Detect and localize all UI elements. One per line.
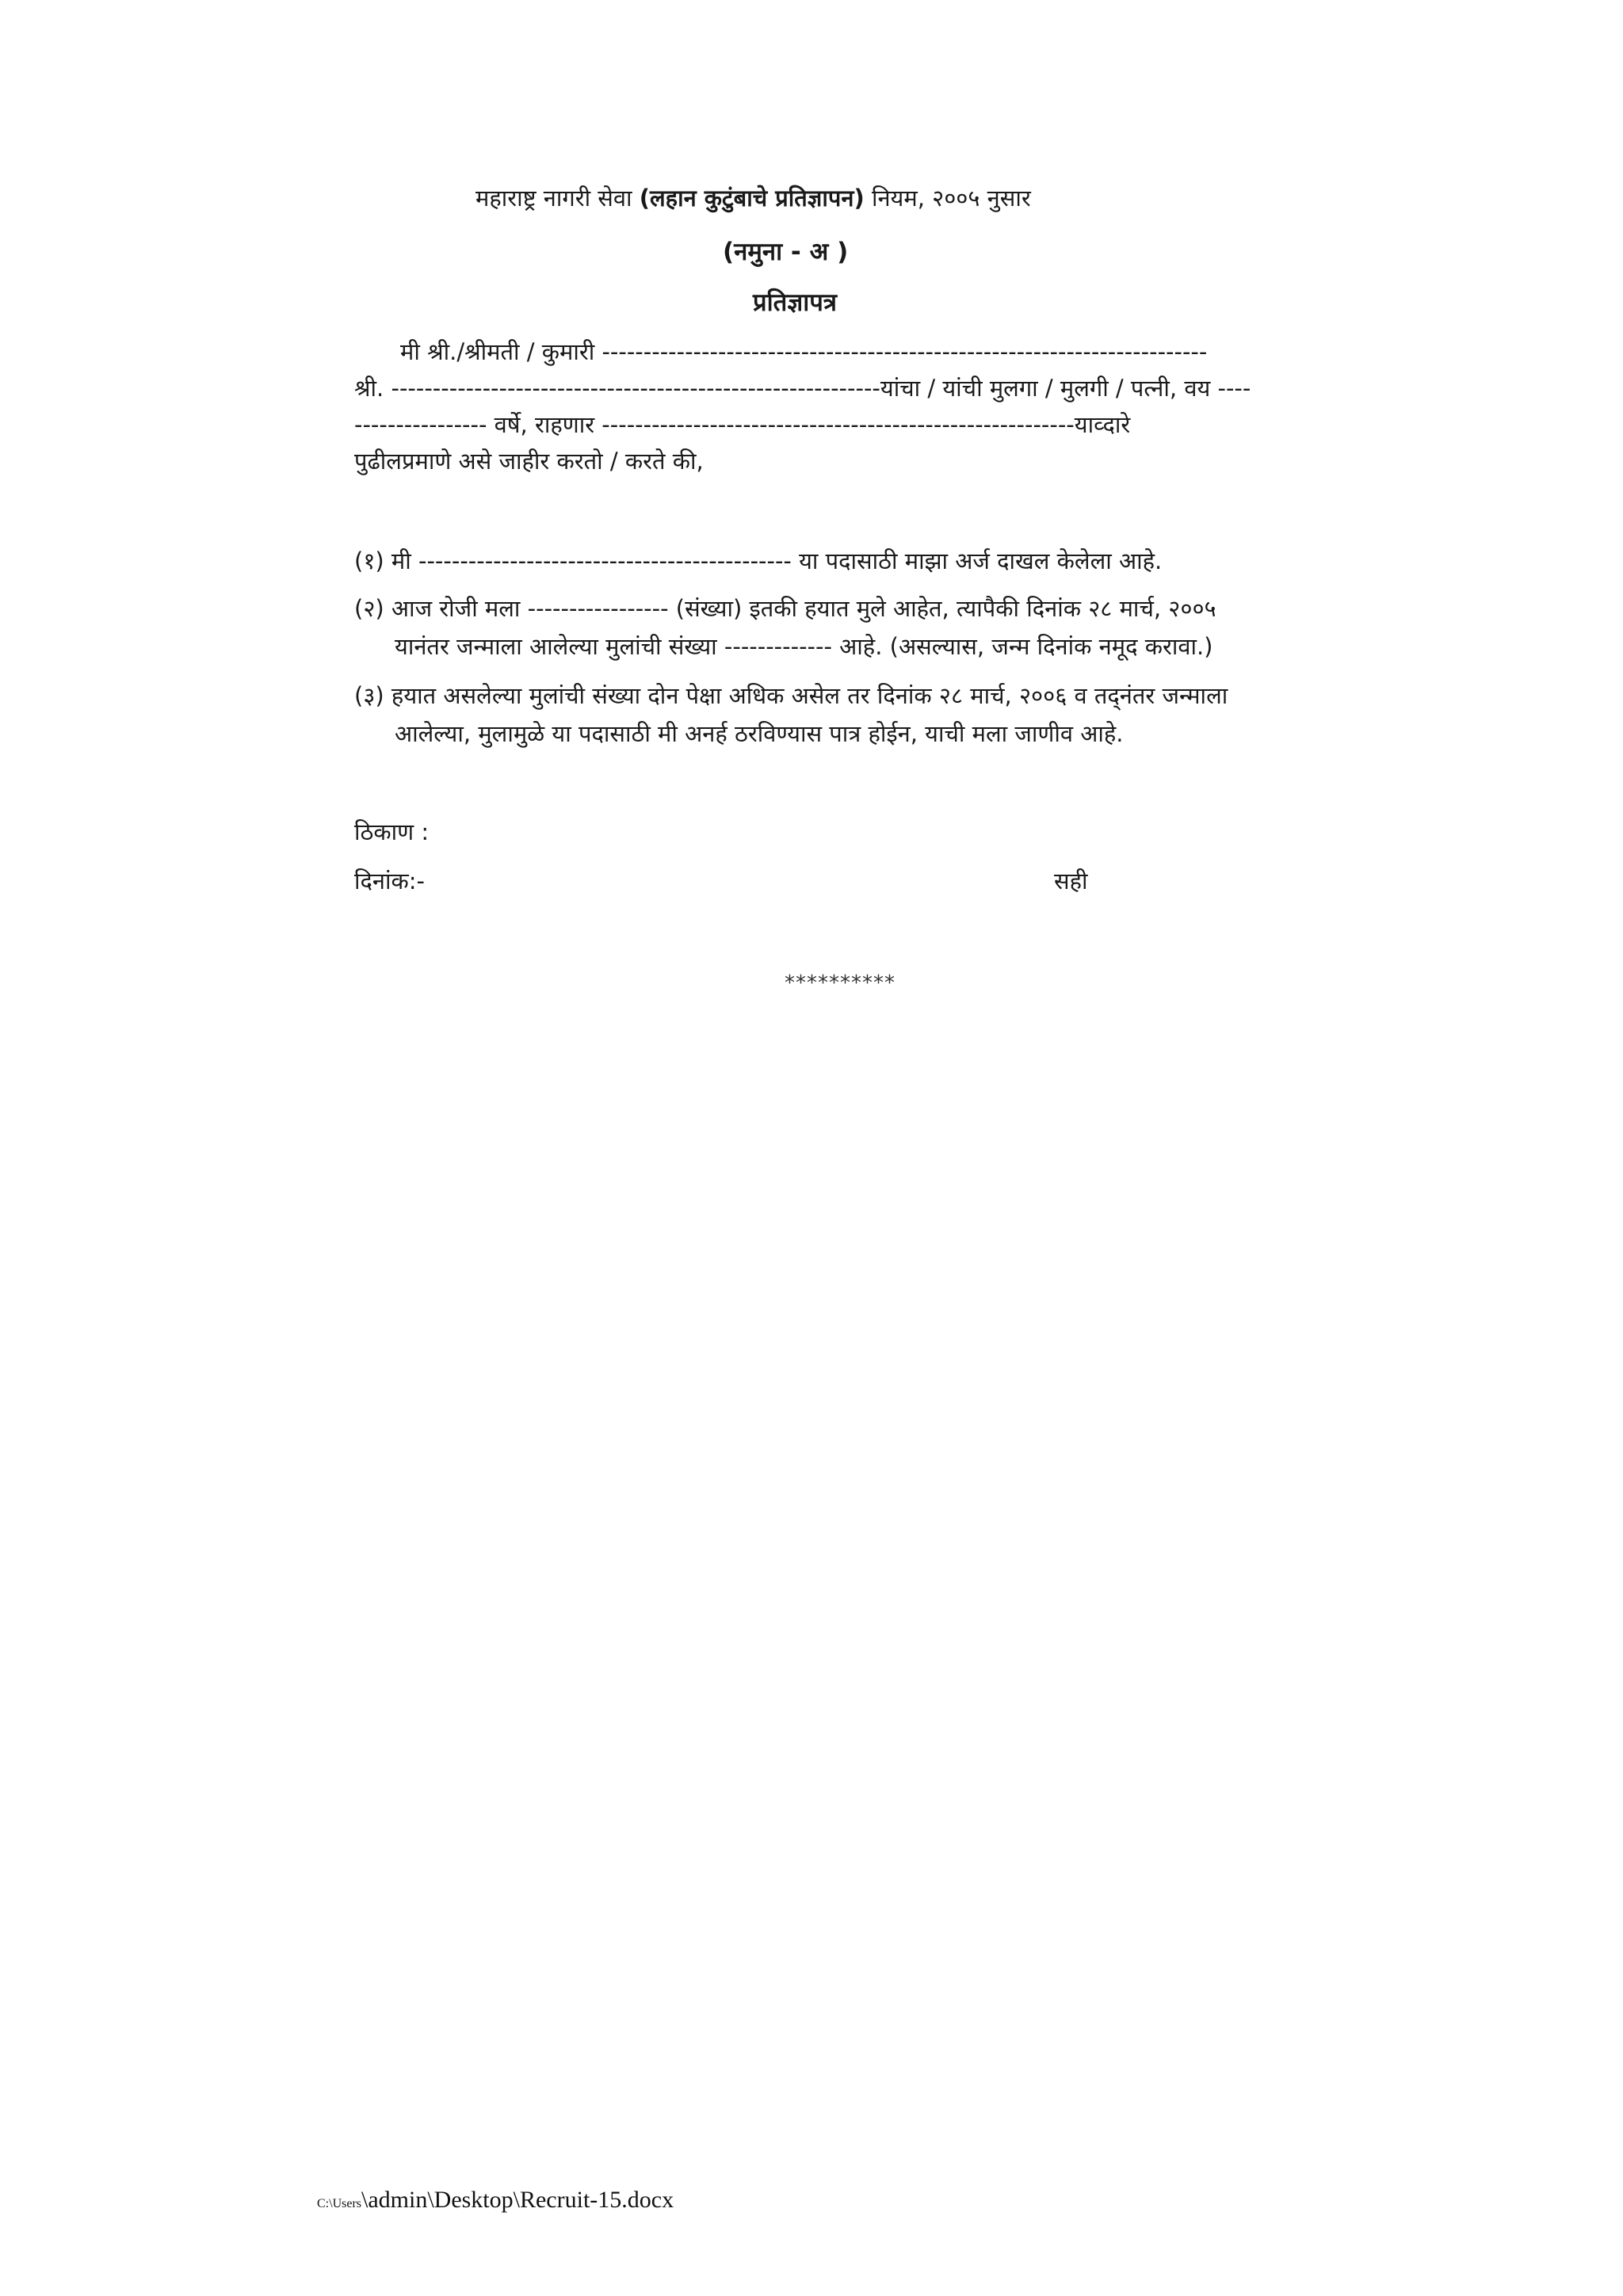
clause-2-line-1: (२) आज रोजी मला ----------------- (संख्या) इतकी हयात मुले आहेत, त्यापैकी दिनांक २८ मार्च, २००५ bbox=[354, 595, 1216, 622]
clause-3-line-1: (३) हयात असलेल्या मुलांची संख्या दोन पेक्षा अधिक असेल तर दिनांक २८ मार्च, २००६ व तद्नंतर जन्माला bbox=[354, 682, 1228, 709]
heading-bold-title: (लहान कुटुंबाचे प्रतिज्ञापन) bbox=[639, 185, 865, 212]
clause-2-line-2: यानंतर जन्माला आलेल्या मुलांची संख्या ------------- आहे. (असल्यास, जन्म दिनांक नमूद करावा.) bbox=[395, 633, 1213, 660]
intro-line-4: पुढीलप्रमाणे असे जाहीर करतो / करते की, bbox=[354, 448, 704, 475]
clause-3-line-2: आलेल्या, मुलामुळे या पदासाठी मी अनर्ह ठरविण्यास पात्र होईन, याची मला जाणीव आहे. bbox=[395, 720, 1124, 747]
heading-suffix: नियम, २००५ नुसार bbox=[871, 185, 1031, 212]
clause-1-line-1: (१) मी --------------------------------------------- या पदासाठी माझा अर्ज दाखल केलेला आहे. bbox=[354, 547, 1163, 574]
footer-path-prefix: C:\Users bbox=[317, 2197, 361, 2210]
end-marker: ********** bbox=[785, 971, 896, 995]
date-label: दिनांक:- bbox=[354, 868, 426, 894]
heading-prefix: महाराष्ट्र नागरी सेवा bbox=[475, 185, 632, 212]
footer-path-main: \admin\Desktop\Recruit-15.docx bbox=[361, 2187, 674, 2213]
form-label: (नमुना - अ ) bbox=[723, 238, 849, 266]
intro-line-1: मी श्री./श्रीमती / कुमारी ------------------------------------------------------------------------- bbox=[400, 338, 1208, 365]
document-title: प्रतिज्ञापत्र bbox=[753, 288, 837, 317]
signature-label: सही bbox=[1054, 868, 1088, 894]
document-heading bbox=[475, 182, 1031, 213]
place-label: ठिकाण : bbox=[354, 818, 430, 845]
intro-line-2: श्री. -----------------------------------------------------------यांचा / यांची मुलगा / मुलगी / पत्नी, वय ---- bbox=[354, 375, 1251, 402]
intro-line-3: ---------------- वर्षे, राहणार ---------------------------------------------------------याव्दारे bbox=[354, 411, 1131, 438]
footer-file-path bbox=[317, 2187, 674, 2214]
